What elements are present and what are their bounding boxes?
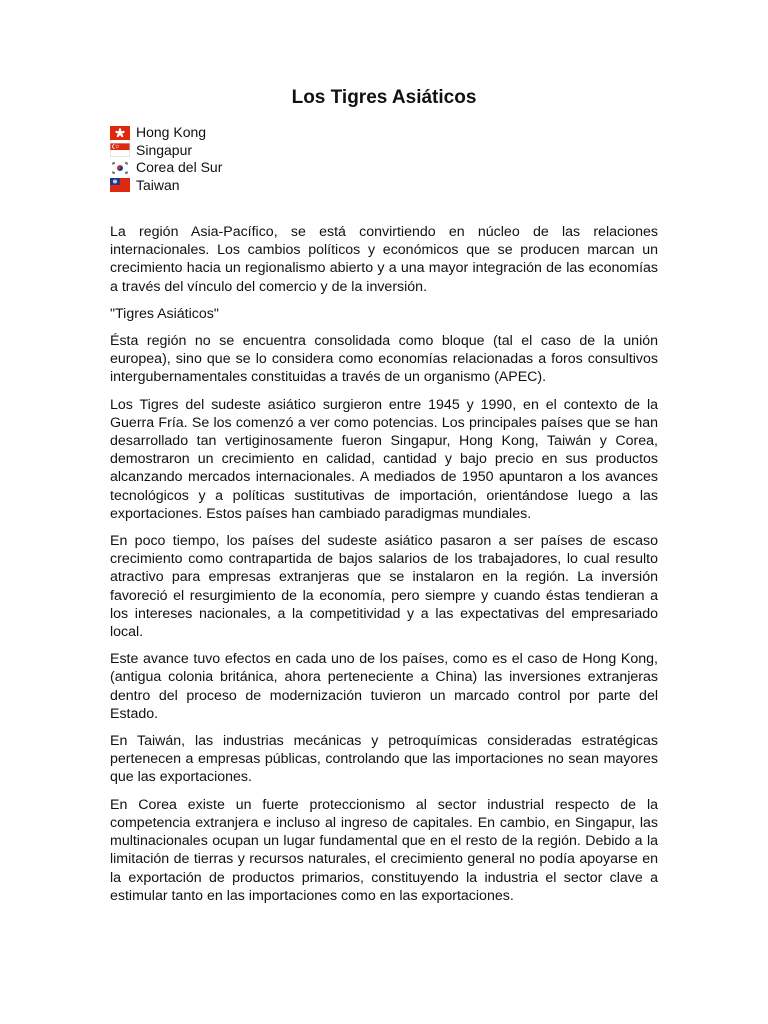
document-body xyxy=(110,223,658,914)
paragraph: En Corea existe un fuerte proteccionismo al sector industrial respecto de la competencia extranjera e incluso al ingreso de capitales. En cambio, en Singapur, las multinacionales ocupan un lugar fundamental que en el resto de la región. Debido a la limitación de tierras y recursos naturales, el crecimiento general no podía apoyarse en la exportación de productos primarios, constituyendo la industria el sector clave a estimular tanto en las importaciones como en las exportaciones. xyxy=(110,796,658,904)
south-korea-flag-icon xyxy=(110,161,130,175)
list-item-hong-kong xyxy=(110,124,222,142)
paragraph: Los Tigres del sudeste asiático surgieron entre 1945 y 1990, en el contexto de la Guerra Fría. Se los comenzó a ver como potencias. Los principales países que se han desarrollado tan vertiginosamente fueron Singapur, Hong Kong, Taiwán y Corea, demostraron un crecimiento en calidad, cantidad y bajo precio en sus productos alcanzando mercados internacionales. A mediados de 1950 apuntaron a los avances tecnológicos y a políticas sustitutivas de importación, orientándose luego a las exportaciones. Estos países han cambiado paradigmas mundiales. xyxy=(110,396,658,522)
document-title: Los Tigres Asiáticos xyxy=(291,87,477,108)
paragraph: La región Asia-Pacífico, se está convirtiendo en núcleo de las relaciones internacionales. Los cambios políticos y económicos que se producen marcan un crecimiento hacia un regionalismo abierto y a una mayor integración de las economías a través del vínculo del comercio y de la inversión. xyxy=(110,224,658,295)
country-list xyxy=(110,124,222,194)
singapore-flag-icon xyxy=(110,143,130,157)
paragraph: "Tigres Asiáticos" xyxy=(110,305,219,322)
country-name: Singapur xyxy=(136,141,193,158)
country-name: Corea del Sur xyxy=(136,159,223,175)
list-item-south-korea xyxy=(110,159,222,177)
paragraph: En poco tiempo, los países del sudeste asiático pasaron a ser países de escaso crecimiento como contrapartida de bajos salarios de los trabajadores, lo cual resulto atractivo para empresas extranjeras que se instalaron en la región. La inversión favoreció el resurgimiento de la economía, pero siempre y cuando éstas tendieran a los intereses nacionales, a la competitividad y a las expectativas del empresariado local. xyxy=(110,533,658,641)
country-name: Hong Kong xyxy=(136,124,207,140)
country-name: Taiwan xyxy=(136,176,180,193)
list-item-taiwan xyxy=(110,177,222,195)
list-item-singapore xyxy=(110,142,222,160)
hong-kong-flag-icon xyxy=(110,126,130,140)
paragraph: Ésta región no se encuentra consolidada como bloque (tal el caso de la unión europea), sino que se lo considera como economías relacionadas a foros consultivos intergubernamentales constituidas a través de un organismo (APEC). xyxy=(110,333,658,386)
paragraph: En Taiwán, las industrias mecánicas y petroquímicas consideradas estratégicas pertenecen a empresas públicas, controlando que las importaciones no sean mayores que las exportaciones. xyxy=(110,733,658,786)
paragraph: Este avance tuvo efectos en cada uno de los países, como es el caso de Hong Kong, (antigua colonia británica, ahora perteneciente a China) las inversiones extranjeras dentro del proceso de modernización tuvieron un marcado control por parte del Estado. xyxy=(110,651,658,722)
taiwan-flag-icon xyxy=(110,178,130,192)
